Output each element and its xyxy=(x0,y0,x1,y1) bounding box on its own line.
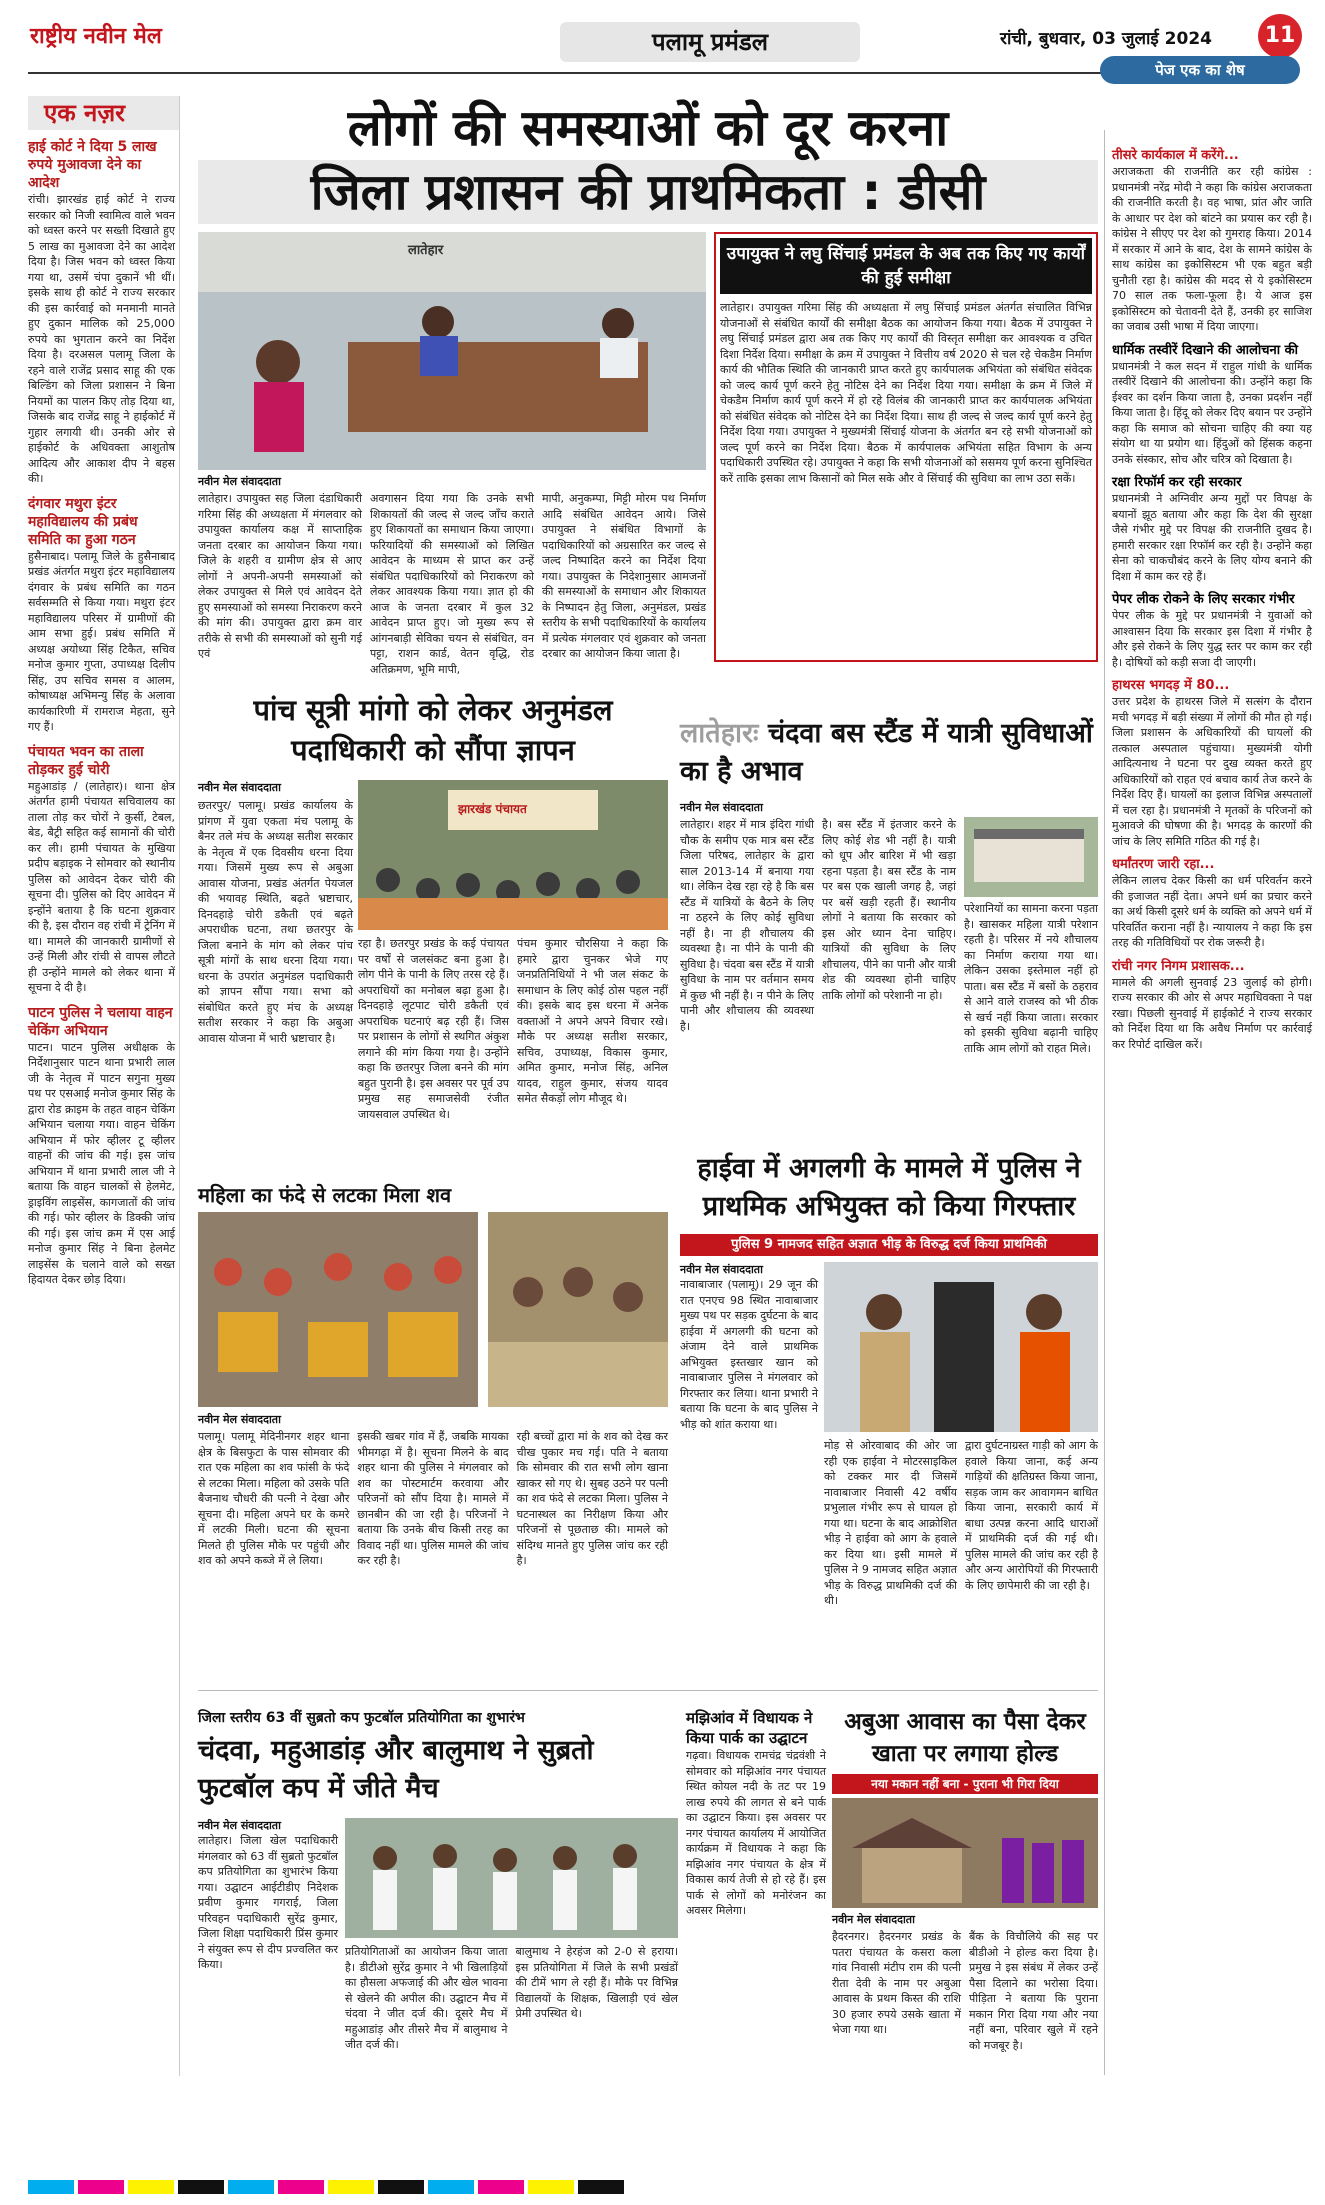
continuation-text: प्रधानमंत्री ने कल सदन में राहुल गांधी के धार्मिक तस्वीरें दिखाने की आलोचना की। उन्होंने कहा कि ईश्वर का दर्शन किया जाता है, उनका प्रदर्शन नहीं किया जाता है। हिंदू को लेकर दिए बयान पर उन्होंने कहा कि समाज को सोचना चाहिए की क्या यह संयोग था या प्रयोग था। हिंदुओं को हिंसक कहना उनके संस्कार, सोच और चरित्र को दिखाता है। xyxy=(1112,359,1312,466)
abua-awas-text-col2: बैंक के विचौलिये की सह पर बीडीओ ने होल्ड करा दिया है। प्रमुख ने इस संबंध में लेकर उन्हें पैसा दिलाने का भरोसा दिया। पीड़िता ने बताया कि पुराना मकान गिरा दिया गया और नया नहीं बना, परिवार खुले में रहने को मजबूर है। xyxy=(969,1930,1098,2052)
abua-awas-strap: नया मकान नहीं बना - पुराना भी गिरा दिया xyxy=(832,1774,1098,1794)
football-headline: चंदवा, महुआडांड़ और बालुमाथ ने सुब्रतो फुटबॉल कप में जीते मैच xyxy=(198,1735,594,1804)
bus-stand-kicker: लातेहारः xyxy=(680,718,759,749)
bus-stand-text-col1: लातेहार। शहर में मात्र इंदिरा गांधी चौक के समीप एक मात्र बस स्टैंड जिला परिषद, लातेहार के द्वारा साल 2013-14 में बनाया गया था। लेकिन देख रहा रहे है कि बस स्टैंड में यात्रियों के बैठने के लिए ना ठहरने के लिए कोई सुविधा नहीं है। ना ही शौचालय की व्यवस्था है। ना पीने के पानी की सुविधा है। चंदवा बस स्टैंड में यात्री सुविधा के नाम पर वर्तमान समय में कुछ भी नहीं है। न पीने के लिए पानी और शौचालय की व्यवस्था है। xyxy=(680,818,814,1033)
continuation-text: पेपर लीक के मुद्दे पर प्रधानमंत्री ने युवाओं को आश्वासन दिया कि सरकार इस दिशा में गंभीर है और इसे रोकने के लिए युद्ध स्तर पर काम कर रही है। दोषियों को कड़ी सजा दी जाएगी। xyxy=(1112,609,1312,669)
highway-fire-photo xyxy=(824,1262,1098,1432)
section-title: पलामू प्रमंडल xyxy=(560,22,860,62)
bus-stand-headline xyxy=(680,715,1098,791)
bus-stand-byline: नवीन मेल संवाददाता xyxy=(680,801,763,814)
page-number: 11 xyxy=(1258,14,1302,58)
continuation-headline: हाथरस भगदड़ में 80... xyxy=(1112,678,1230,693)
memorandum-col1 xyxy=(198,798,353,1046)
review-box xyxy=(714,232,1098,662)
brief-text: रांची। झारखंड हाई कोर्ट ने राज्य सरकार को निजी स्वामित्व वाले भवन को ध्वस्त करने पर सख्ती दिखाते हुए 5 लाख का मुआवजा देने का आदेश दिया है। जिस भवन को ध्वस्त किया गया था, उसमें चंपा दुकानें भी थीं। इसके साथ ही कोर्ट ने राज्य सरकार की इस कार्रवाई को मनमानी मानते हुए दुकान मालिक को 25,000 रुपये का भुगतान करने का निर्देश दिया है। दरअसल पलामू जिला के रहने वाले राजेंद्र प्रसाद साहू की एक बिल्डिंग को जिला प्रशासन ने बिना नियमों का पालन किए तोड़ दिया था, जिसके बाद राजेंद्र साहू ने हाईकोर्ट में गुहार लगायी थी। उनकी ओर से हाईकोर्ट के अधिवक्ता आशुतोष आदित्य और आकाश दीप ने बहस की। xyxy=(28,193,175,485)
park-text: गढ़वा। विधायक रामचंद्र चंद्रवंशी ने सोमवार को मझिआंव नगर पंचायत स्थित कोयल नदी के तट पर 19 लाख रुपये की लागत से बने पार्क का उद्घाटन किया। इस अवसर पर नगर पंचायत कार्यालय में आयोजित कार्यक्रम में विधायक ने कहा कि मझिआंव नगर पंचायत के क्षेत्र में विकास कार्य तेजी से हो रहे हैं। इस पार्क से लोगों को मनोरंजन का अवसर मिलेगा। xyxy=(686,1749,826,1917)
brief-headline: पाटन पुलिस ने चलाया वाहन चेकिंग अभियान xyxy=(28,1004,173,1039)
park-headline: मझिआंव में विधायक ने किया पार्क का उद्घाटन xyxy=(686,1709,813,1747)
lead-headline xyxy=(198,96,1098,224)
bus-stand-text-col2: है। बस स्टैंड में इंतजार करने के लिए कोई शेड भी नहीं है। यात्री को धूप और बारिश में भी खड़ा रहना पड़ता है। बस स्टैंड के नाम पर बस एक खाली जगह है, जहां पर बसें खड़ी रहती हैं। स्थानीय लोगों ने बताया कि सरकार को इस ओर ध्यान देना चाहिए। यात्रियों की सुविधा के लिए शौचालय, पीने का पानी और यात्री शेड की व्यवस्था होनी चाहिए ताकि लोगों को परेशानी ना हो। xyxy=(822,818,956,1002)
brief-text: हुसैनाबाद। पलामू जिले के हुसैनाबाद प्रखंड अंतर्गत मथुरा इंटर महाविद्यालय दंगवार के प्रबंध समिति का गठन सर्वसम्मति से किया गया। मथुरा इंटर महाविद्यालय परिसर में ग्रामीणों की आम सभा हुई। प्रबंध समिति में अध्यक्ष अयोध्या सिंह टिकैत, सचिव मनोज कुमार गुप्ता, उपाध्यक्ष दिलीप सिंह, उप सचिव समस व आलम, कोषाध्यक्ष अभिमन्यु सिंह के अलावा कार्यकारिणी में रामराज मेहता, सुने गए हैं। xyxy=(28,549,175,733)
building-photo xyxy=(964,817,1098,897)
highway-fire-text-col2: मोड़ से ओरवाबाद की ओर जा रही एक हाईवा ने मोटरसाइकिल को टक्कर मार दी जिसमें नावाबाजार निवासी 42 वर्षीय प्रभुलाल गंभीर रूप से घायल हो गया था। घटना के बाद आक्रोशित भीड़ ने हाईवा को आग के हवाले कर दिया था। इसी मामले में पुलिस ने 9 नामजद सहित अज्ञात भीड़ के विरुद्ध प्राथमिकी दर्ज की थी। xyxy=(824,1439,957,1607)
football-photo xyxy=(345,1818,678,1938)
body-found-byline: नवीन मेल संवाददाता xyxy=(198,1413,281,1426)
highway-fire-byline: नवीन मेल संवाददाता xyxy=(680,1263,763,1276)
highway-fire-text-col1: नावाबाजार (पलामू)। 29 जून की रात एनएच 98 स्थित नावाबाजार मुख्य पथ पर सड़क दुर्घटना के बाद हाईवा में अगलगी की घटना को अंजाम देने वाले प्राथमिक अभियुक्त इस्तखार खान को नावाबाजार पुलिस ने मंगलवार को गिरफ्तार कर लिया। थाना प्रभारी ने बताया कि घटना के बाद पुलिस ने भीड़ को शांत कराया था। xyxy=(680,1278,818,1431)
lead-headline-line2: जिला प्रशासन की प्राथमिकता : डीसी xyxy=(198,160,1098,224)
memorandum-lower xyxy=(358,936,668,1122)
ceremony-photo xyxy=(345,1818,678,1938)
lead-photo xyxy=(198,232,706,470)
continuation-headline: तीसरे कार्यकाल में करेंगे... xyxy=(1112,148,1239,163)
memorandum-text-col3: पंचम कुमार चौरसिया ने कहा कि हमारे द्वारा चुनकर भेजे गए जनप्रतिनिधियों ने भी जल संकट के समाधान के लिए कोई ठोस पहल नहीं की। इसके बाद इस धरना में अनेक वक्ताओं ने अपने अपने विचार रखे। मौके पर अध्यक्ष सतीश सरकार, सचिव, उपाध्यक्ष, विकास कुमार, अमित कुमार, मनोज सिंह, अनिल यादव, राहुल कुमार, संजय यादव समेत सैकड़ों लोग मौजूद थे। xyxy=(517,937,668,1105)
memorandum-text-col2: रहा है। छतरपुर प्रखंड के कई पंचायत पर वर्षों से जलसंकट बना हुआ है। लोग पीने के पानी के लिए तरस रहे हैं। अपराधियों का मनोबल बढ़ा हुआ है। दिनदहाड़े लूटपाट चोरी डकैती एवं अपराधिक घटनाएं बढ़ रही हैं। जिस पर प्रशासन के लोगों से स्थगित अंकुश लगाने की मांग किया गया है। उन्होंने कहा कि छतरपुर जिला बनने की मांग बहुत पुरानी है। इस अवसर पर पूर्व उप प्रमुख सह समाजसेवी रंजीत जायसवाल उपस्थित थे। xyxy=(358,937,509,1121)
brief-headline: पंचायत भवन का ताला तोड़कर हुई चोरी xyxy=(28,743,144,778)
brief-text: पाटन। पाटन पुलिस अधीक्षक के निर्देशानुसार पाटन थाना प्रभारी लाल जी के नेतृत्व में पाटन सगुना मुख्य पथ पर एसआई मनोज कुमार सिंह के द्वारा रोड क्राइम के तहत वाहन चेकिंग अभियान चलाया गया। वाहन चेकिंग अभियान में फोर व्हीलर टू व्हीलर वाहनों की जांच की गई। इस जांच अभियान में थाना प्रभारी लाल जी ने बताया कि वाहन चालकों से हेलमेट, ड्राइविंग लाइसेंस, कागजातों की जांच की गई। फोर व्हीलर के डिक्की जांच की गई। इस जांच क्रम में एस आई मनोज कुमार सिंह ने बिना हेलमेट लाइसेंस के चलाने वाले को सख्त हिदायत देकर छोड़ दिया। xyxy=(28,1040,175,1286)
print-color-bar xyxy=(28,2180,1298,2194)
continuation-text: अराजकता की राजनीति कर रही कांग्रेस : प्रधानमंत्री नरेंद्र मोदी ने कहा कि कांग्रेस अराजकता की राजनीति करती है। वह भाषा, प्रांत और जाति के आधार पर देश को बांटने का प्रयास कर रही है। कांग्रेस ने सीएए पर देश को गुमराह किया। 2014 में सरकार में आने के बाद, देश के सामने कांग्रेस के साथ कांग्रेस का इकोसिस्टम भी एक बहुत बड़ी चुनौती रहा है। कांग्रेस की मदद से ये इकोसिस्टम 70 साल तक फला-फूला है। ये आज इस इकोसिस्टम को चेतावनी देते हैं, उनकी हर साजिश का जवाब उसी भाषा में दिया जाएगा। xyxy=(1112,165,1312,333)
continuation-headline: रक्षा रिफॉर्म कर रही सरकार xyxy=(1112,475,1242,490)
football-lower xyxy=(345,1944,678,2053)
lead-text-col1: लातेहार। उपायुक्त सह जिला दंडाधिकारी गरिमा सिंह की अध्यक्षता में मंगलवार को उपायुक्त कार्यालय कक्ष में साप्ताहिक जनता दरबार का आयोजन किया गया। जिले के शहरी व ग्रामीण क्षेत्र से आए लोगों ने अपनी-अपनी समस्याओं को लेकर उपायुक्त से मिले एवं आवेदन देते हुए समस्याओं को समस्या निराकरण करने की मांग की। उपायुक्त द्वारा क्रम वार तरीके से सभी की समस्याओं को सुनी गई एवं xyxy=(198,492,362,660)
lead-text-col2: अवगासन दिया गया कि उनके सभी शिकायतों की जल्द से जल्द जाँच कराते हुए शिकायतों का समाधान किया जाएगा। फरियादियों की समस्याओं को लिखित आवेदन के माध्यम से प्राप्त कर उन्हें संबंधित पदाधिकारियों को निराकरण को लेकर आवश्यक किया गया। ज्ञात हो की आज के जनता दरबार में कुल 32 आवेदन प्राप्त हुए। जो मुख्य रूप से आंगनबाड़ी सेविका चयन से संबंधित, वन पट्टा, राशन कार्ड, वेतन वृद्धि, रोड अतिक्रमण, भूमि मापी, xyxy=(370,492,534,676)
football-text-col2: प्रतियोगिताओं का आयोजन किया जाता है। डीटीओ सुरेंद्र कुमार ने भी खिलाड़ियों का हौसला अफजाई की और खेल भावना से खेलने की अपील की। उद्घाटन मैच में चंदवा ने जीत दर्ज की। दूसरे मैच में महुआडांड़ और तीसरे मैच में बालुमाथ ने जीत दर्ज की। xyxy=(345,1945,508,2051)
continuation-headline: धर्मांतरण जारी रहा... xyxy=(1112,857,1215,872)
body-found-text-col1: पलामू। पलामू मेदिनीनगर शहर थाना क्षेत्र के बिसफुटा के पास सोमवार की रात एक महिला का शव फांसी के फंदे से लटका मिला। महिला को उसके पति बैजनाथ चौधरी की पत्नी ने देखा और सूचना दी। महिला अपने घर के कमरे में लटकी मिली। घटना की सूचना मिलते ही पुलिस मौके पर पहुंची और शव को अपने कब्जे में ले लिया। xyxy=(198,1430,350,1567)
newspaper-name: राष्ट्रीय नवीन मेल xyxy=(30,24,162,49)
highway-fire-col1 xyxy=(680,1262,818,1432)
abua-awas-text-col1: हैदरनगर। हैदरनगर प्रखंड के पतरा पंचायत के कसरा कला गांव निवासी मंटीप राम की पत्नी रीता देवी के नाम पर अबुआ आवास के प्रथम किस्त की राशि 30 हजार रुपये उसके खाता में भेजा गया था। xyxy=(832,1930,961,2036)
memorandum-headline: पांच सूत्री मांगो को लेकर अनुमंडल पदाधिकारी को सौंपा ज्ञापन xyxy=(253,693,613,767)
review-box-text: लातेहार। उपायुक्त गरिमा सिंह की अध्यक्षता में लघु सिंचाई प्रमंडल अंतर्गत संचालित विभिन्न योजनाओं से संबंधित कार्यों की समीक्षा बैठक का आयोजन किया गया। बैठक में उपायुक्त ने लघु सिंचाई प्रमंडल द्वारा अब तक किए गए कार्यों की विस्तृत समीक्षा कर आवश्यक व उचित दिशा निर्देश दिया। समीक्षा के क्रम में उपायुक्त ने वित्तीय वर्ष 2020 से चल रहे चेकडैम निर्माण कार्य की भौतिक स्थिति की जानकारी प्राप्त करते हुए कार्यपालक अभियंता को संबंधित संवेदक को जल्द कार्य पूर्ण करने हेतु नोटिस देने का निर्देश दिया गया। समीक्षा के क्रम में जिले में चेकडैम निर्माण कार्य पूर्ण करने में हो रहे विलंब की जानकारी प्राप्त कर कार्यपालक अभियंता को संबंधित संवेदक को नोटिस देने का निर्देश दिया। साथ ही जल्द से जल्द कार्य पूर्ण करने हेतु निर्देश दिया गया। उपायुक्त ने मुख्यमंत्री सिंचाई योजना के अंतर्गत बन रहे सभी योजनाओं को जल्द पूर्ण करने का निर्देश दिया। बैठक में कार्यपालक अभियंता सहित विभाग के अन्य पदाधिकारी उपस्थित रहे। उपायुक्त ने कहा कि सभी योजनाओं को ससमय पूर्ण करना सुनिश्चित करें ताकि इसका लाभ किसानों को मिल सके और वे सिंचाई की सुविधा का लाभ उठा सकें। xyxy=(720,301,1092,485)
continuation-headline: पेपर लीक रोकने के लिए सरकार गंभीर xyxy=(1112,592,1295,607)
continuation-text: मामले की अगली सुनवाई 23 जुलाई को होगी। राज्य सरकार की ओर से अपर महाधिवक्ता ने पक्ष रखा। पिछली सुनवाई में हाईकोर्ट ने राज्य सरकार को निर्देश दिया था कि अवैध निर्माण पर कार्रवाई कर रिपोर्ट दाखिल करें। xyxy=(1112,975,1312,1051)
body-found-headline: महिला का फंदे से लटका मिला शव xyxy=(198,1183,452,1207)
bus-stand-text-col3: परेशानियों का सामना करना पड़ता है। खासकर महिला यात्री परेशान रहती है। परिसर में नये शौचालय का निर्माण कराया गया था। लेकिन उसका इस्तेमाल नहीं हो पाता। बस स्टैंड में बसों के ठहराव से आने वाले राजस्व को भी ठीक से खर्च नहीं किया जाता। सरकार को इसकी सुविधा बढ़ानी चाहिए ताकि आम लोगों को राहत मिले। xyxy=(964,902,1098,1055)
lead-body xyxy=(198,474,706,677)
brief-headline: हाई कोर्ट ने दिया 5 लाख रुपये मुआवजा देने का आदेश xyxy=(28,139,157,191)
village-photo xyxy=(488,1212,668,1407)
meeting-photo xyxy=(198,232,706,470)
bus-stand-story xyxy=(680,800,1098,1056)
page-one-rest-tag: पेज एक का शेष xyxy=(1100,56,1300,84)
abua-awas-headline: अबुआ आवास का पैसा देकर खाता पर लगाया होल्ड xyxy=(844,1709,1086,1767)
football-text-col1: लातेहार। जिला खेल पदाधिकारी मंगलवार को 63 वीं सुब्रतो फुटबॉल कप प्रतियोगिता का शुभारंभ किया गया। उद्घाटन आईटीडीए निदेशक प्रवीण कुमार गगराई, जिला परिवहन पदाधिकारी सुरेंद्र कुमार, जिला शिक्षा पदाधिकारी प्रिंस कुमार ने संयुक्त रूप से दीप प्रज्वलित कर किया। xyxy=(198,1834,338,1971)
football-col1 xyxy=(198,1818,338,1973)
banner-text: झारखंड पंचायत xyxy=(458,802,527,816)
continuation-text: लेकिन लालच देकर किसी का धर्म परिवर्तन करने की इजाजत नहीं देता। अपने धर्म का प्रचार करने का अर्थ किसी दूसरे धर्म के व्यक्ति को अपने धर्म में परिवर्तित कराना नहीं है। न्यायालय ने कहा कि इस तरह की गतिविधियों पर रोक जरूरी है। xyxy=(1112,874,1312,949)
column-divider xyxy=(1104,130,1105,2075)
highway-fire-lower xyxy=(824,1438,1098,1609)
abua-awas-photo xyxy=(832,1798,1098,1908)
lead-byline: नवीन मेल संवाददाता xyxy=(198,475,281,488)
football-text-col3: बालुमाथ ने हेरहंज को 2-0 से हराया। इस प्रतियोगिता में जिले के सभी प्रखंडों की टीमें भाग ले रही हैं। मौके पर विभिन्न विद्यालयों के शिक्षक, खिलाड़ी एवं खेल प्रेमी उपस्थित थे। xyxy=(515,1945,678,2020)
ek-nazar-heading: एक नज़र xyxy=(28,96,179,130)
body-found-text-col2: इसकी खबर गांव में हैं, जबकि मायका भीमगढ़ा में है। सूचना मिलने के बाद शहर थाना की पुलिस ने मंगलवार को शव का पोस्टमार्टम करवाया और परिजनों को सौंप दिया है। मामले में छानबीन की जा रही है। परिजनों ने बताया कि उनके बीच किसी तरह का विवाद नहीं था। पुलिस मामले की जांच कर रही है। xyxy=(357,1430,509,1567)
memorandum-photo xyxy=(358,780,668,930)
highway-fire-strap: पुलिस 9 नामजद सहित अज्ञात भीड़ के विरुद्ध दर्ज किया प्राथमिकी xyxy=(680,1234,1098,1256)
abua-awas-story xyxy=(832,1912,1098,2053)
brief-text: महुआडांड़ / (लातेहार)। थाना क्षेत्र अंतर्गत हामी पंचायत सचिवालय का ताला तोड़ कर चोरों ने कुर्सी, टेबल, बेड, बैट्री सहित कई सामानों की चोरी कर ली। हामी पंचायत के मुखिया प्रदीप बड़ाइक ने सोमवार को स्थानीय पुलिस को आवेदन देकर चोरी की सूचना दी। पुलिस को दिए आवेदन में इन्होंने बताया है कि घटना शुक्रवार की है, इस दौरान वह रांची में ट्रेनिंग में था। मामले की जानकारी ग्रामीणों से उन्हें मिली और रांची से वापस लौटते ही उन्होंने मामले को लेकर थाना में सूचना दे दी है। xyxy=(28,779,175,994)
abua-awas-byline: नवीन मेल संवाददाता xyxy=(832,1913,915,1926)
body-found-photo-2 xyxy=(488,1212,668,1407)
continuation-headline: रांची नगर निगम प्रशासक... xyxy=(1112,958,1245,974)
memorandum-byline: नवीन मेल संवाददाता xyxy=(198,781,281,794)
body-found-photo xyxy=(198,1212,478,1407)
arrest-photo xyxy=(824,1262,1098,1432)
highway-fire-headline: हाईवा में अगलगी के मामले में पुलिस ने प्राथमिक अभियुक्त को किया गिरफ्तार xyxy=(697,1153,1081,1222)
continuation-text: प्रधानमंत्री ने अग्निवीर अन्य मुद्दों पर विपक्ष के बयानों झूठ बताया और कहा कि देश की सुरक्षा जैसे गंभीर मुद्दे पर विपक्ष की राजनीति दुखद है। हमारी सरकार रक्षा रिफॉर्म कर रही है। उन्होंने कहा सेना को चाकचौबंद करने के लिए योग्य बनाने की दिशा में काम कर रहे हैं। xyxy=(1112,492,1312,583)
bus-stand-title: चंदवा बस स्टैंड में यात्री सुविधाओं का है अभाव xyxy=(680,718,1093,787)
brief-headline: दंगवार मथुरा इंटर महाविद्यालय की प्रबंध समिति का हुआ गठन xyxy=(28,495,138,548)
body-found-text-col3: रही बच्चों द्वारा मां के शव को देख कर चीख पुकार मच गई। पति ने बताया कि सोमवार की रात सभी लोग खाना खाकर सो गए थे। सुबह उठने पर पत्नी का शव फंदे से लटका मिला। पुलिस ने घटनास्थल का निरीक्षण किया और परिजनों से पूछताछ की। मामले को संदिग्ध मानते हुए पुलिस जांच कर रही है। xyxy=(516,1430,668,1567)
ek-nazar-column xyxy=(28,96,180,2076)
football-kicker: जिला स्तरीय 63 वीं सुब्रतो कप फुटबॉल प्रतियोगिता का शुभारंभ xyxy=(198,1710,525,1726)
page-one-continuations xyxy=(1112,140,1312,2075)
bus-stand-photo xyxy=(964,817,1098,897)
continuation-headline: धार्मिक तस्वीरें दिखाने की आलोचना की xyxy=(1112,342,1298,358)
lead-headline-line1: लोगों की समस्याओं को दूर करना xyxy=(347,99,949,157)
highway-fire-text-col3: द्वारा दुर्घटनाग्रस्त गाड़ी को आग के हवाले किया जाना, कई अन्य गाड़ियों की क्षतिग्रस्त किया जाना, सड़क जाम कर आवागमन बाधित किया जाना, सरकारी कार्य में बाधा उत्पन्न करना आदि धाराओं में प्राथमिकी दर्ज की गई थी। पुलिस मामले की जांच कर रही है और अन्य आरोपियों की गिरफ्तारी के लिए छापेमारी की जा रही है। xyxy=(965,1439,1098,1592)
crowd-photo xyxy=(198,1212,478,1407)
photo-caption: लातेहार xyxy=(408,243,444,258)
review-box-title: उपायुक्त ने लघु सिंचाई प्रमंडल के अब तक किए गए कार्यों की हुई समीक्षा xyxy=(720,238,1092,294)
issue-date: रांची, बुधवार, 03 जुलाई 2024 xyxy=(1000,29,1212,49)
lead-text-col3: मापी, अनुकम्पा, मिट्टी मोरम पथ निर्माण आदि संबंधित आवेदन आये। जिसे उपायुक्त ने संबंधित विभागों के पदाधिकारियों को अग्रसारित कर जल्द से जल्द निष्पादित करने का निर्देश दिया गया। उपायुक्त के निदेशानुसार आमजनों की समस्याओं के समाधान और शिकायत के निष्पादन हेतु जिला, अनुमंडल, प्रखंड स्तरीय के सभी पदाधिकारियों के कार्यालय में प्रत्येक मंगलवार एवं शुक्रवार को जनता दरबार का आयोजन किया जाता है। xyxy=(542,492,706,660)
section-divider xyxy=(198,1690,1098,1691)
memorandum-text-col1: छतरपुर/ पलामू। प्रखंड कार्यालय के प्रांगण में युवा एकता मंच पलामू के बैनर तले मंच के अध्यक्ष सतीश सरकार के नेतृत्व में एक दिवसीय धरना दिया गया। जिसमें मुख्य रूप से अबुआ आवास योजना, प्रखंड अंतर्गत पेयजल की भयावह स्थिति, बढ़ते भ्रष्टाचार, दिनदहाड़े चोरी डकैती एवं बढ़ते अपराधीक घटना, तथा छतरपुर के जिला बनाने के मांग को लेकर पांच सूत्री मांगों के साथ धरना दिया गया। धरना के उपरांत अनुमंडल पदाधिकारी को ज्ञापन सौंपा गया। सभा को संबोधित करते हुए मंच के अध्यक्ष सतीश सरकार ने कहा कि अबुआ आवास योजना में भारी भ्रष्टाचार है। xyxy=(198,799,353,1045)
football-byline: नवीन मेल संवाददाता xyxy=(198,1819,281,1832)
body-found-story xyxy=(198,1412,668,1569)
park-story xyxy=(686,1708,826,1919)
house-photo xyxy=(832,1798,1098,1908)
continuation-text: उत्तर प्रदेश के हाथरस जिले में सत्संग के दौरान मची भगदड़ में बड़ी संख्या में लोगों की मौत हो गई। जिला प्रशासन के अधिकारियों की घायलों की तत्काल अस्पताल पहुंचाया। मुख्यमंत्री योगी आदित्यनाथ ने घटना पर दुख व्यक्त करते हुए अधिकारियों को राहत एवं बचाव कार्य तेज करने के निर्देश दिए हैं। घायलों का इलाज विभिन्न अस्पतालों में चल रहा है। प्रधानमंत्री ने मृतकों के परिजनों को मुआवजे की घोषणा की है। भगदड़ के कारणों की जांच के लिए समिति गठित की गई है। xyxy=(1112,695,1312,848)
